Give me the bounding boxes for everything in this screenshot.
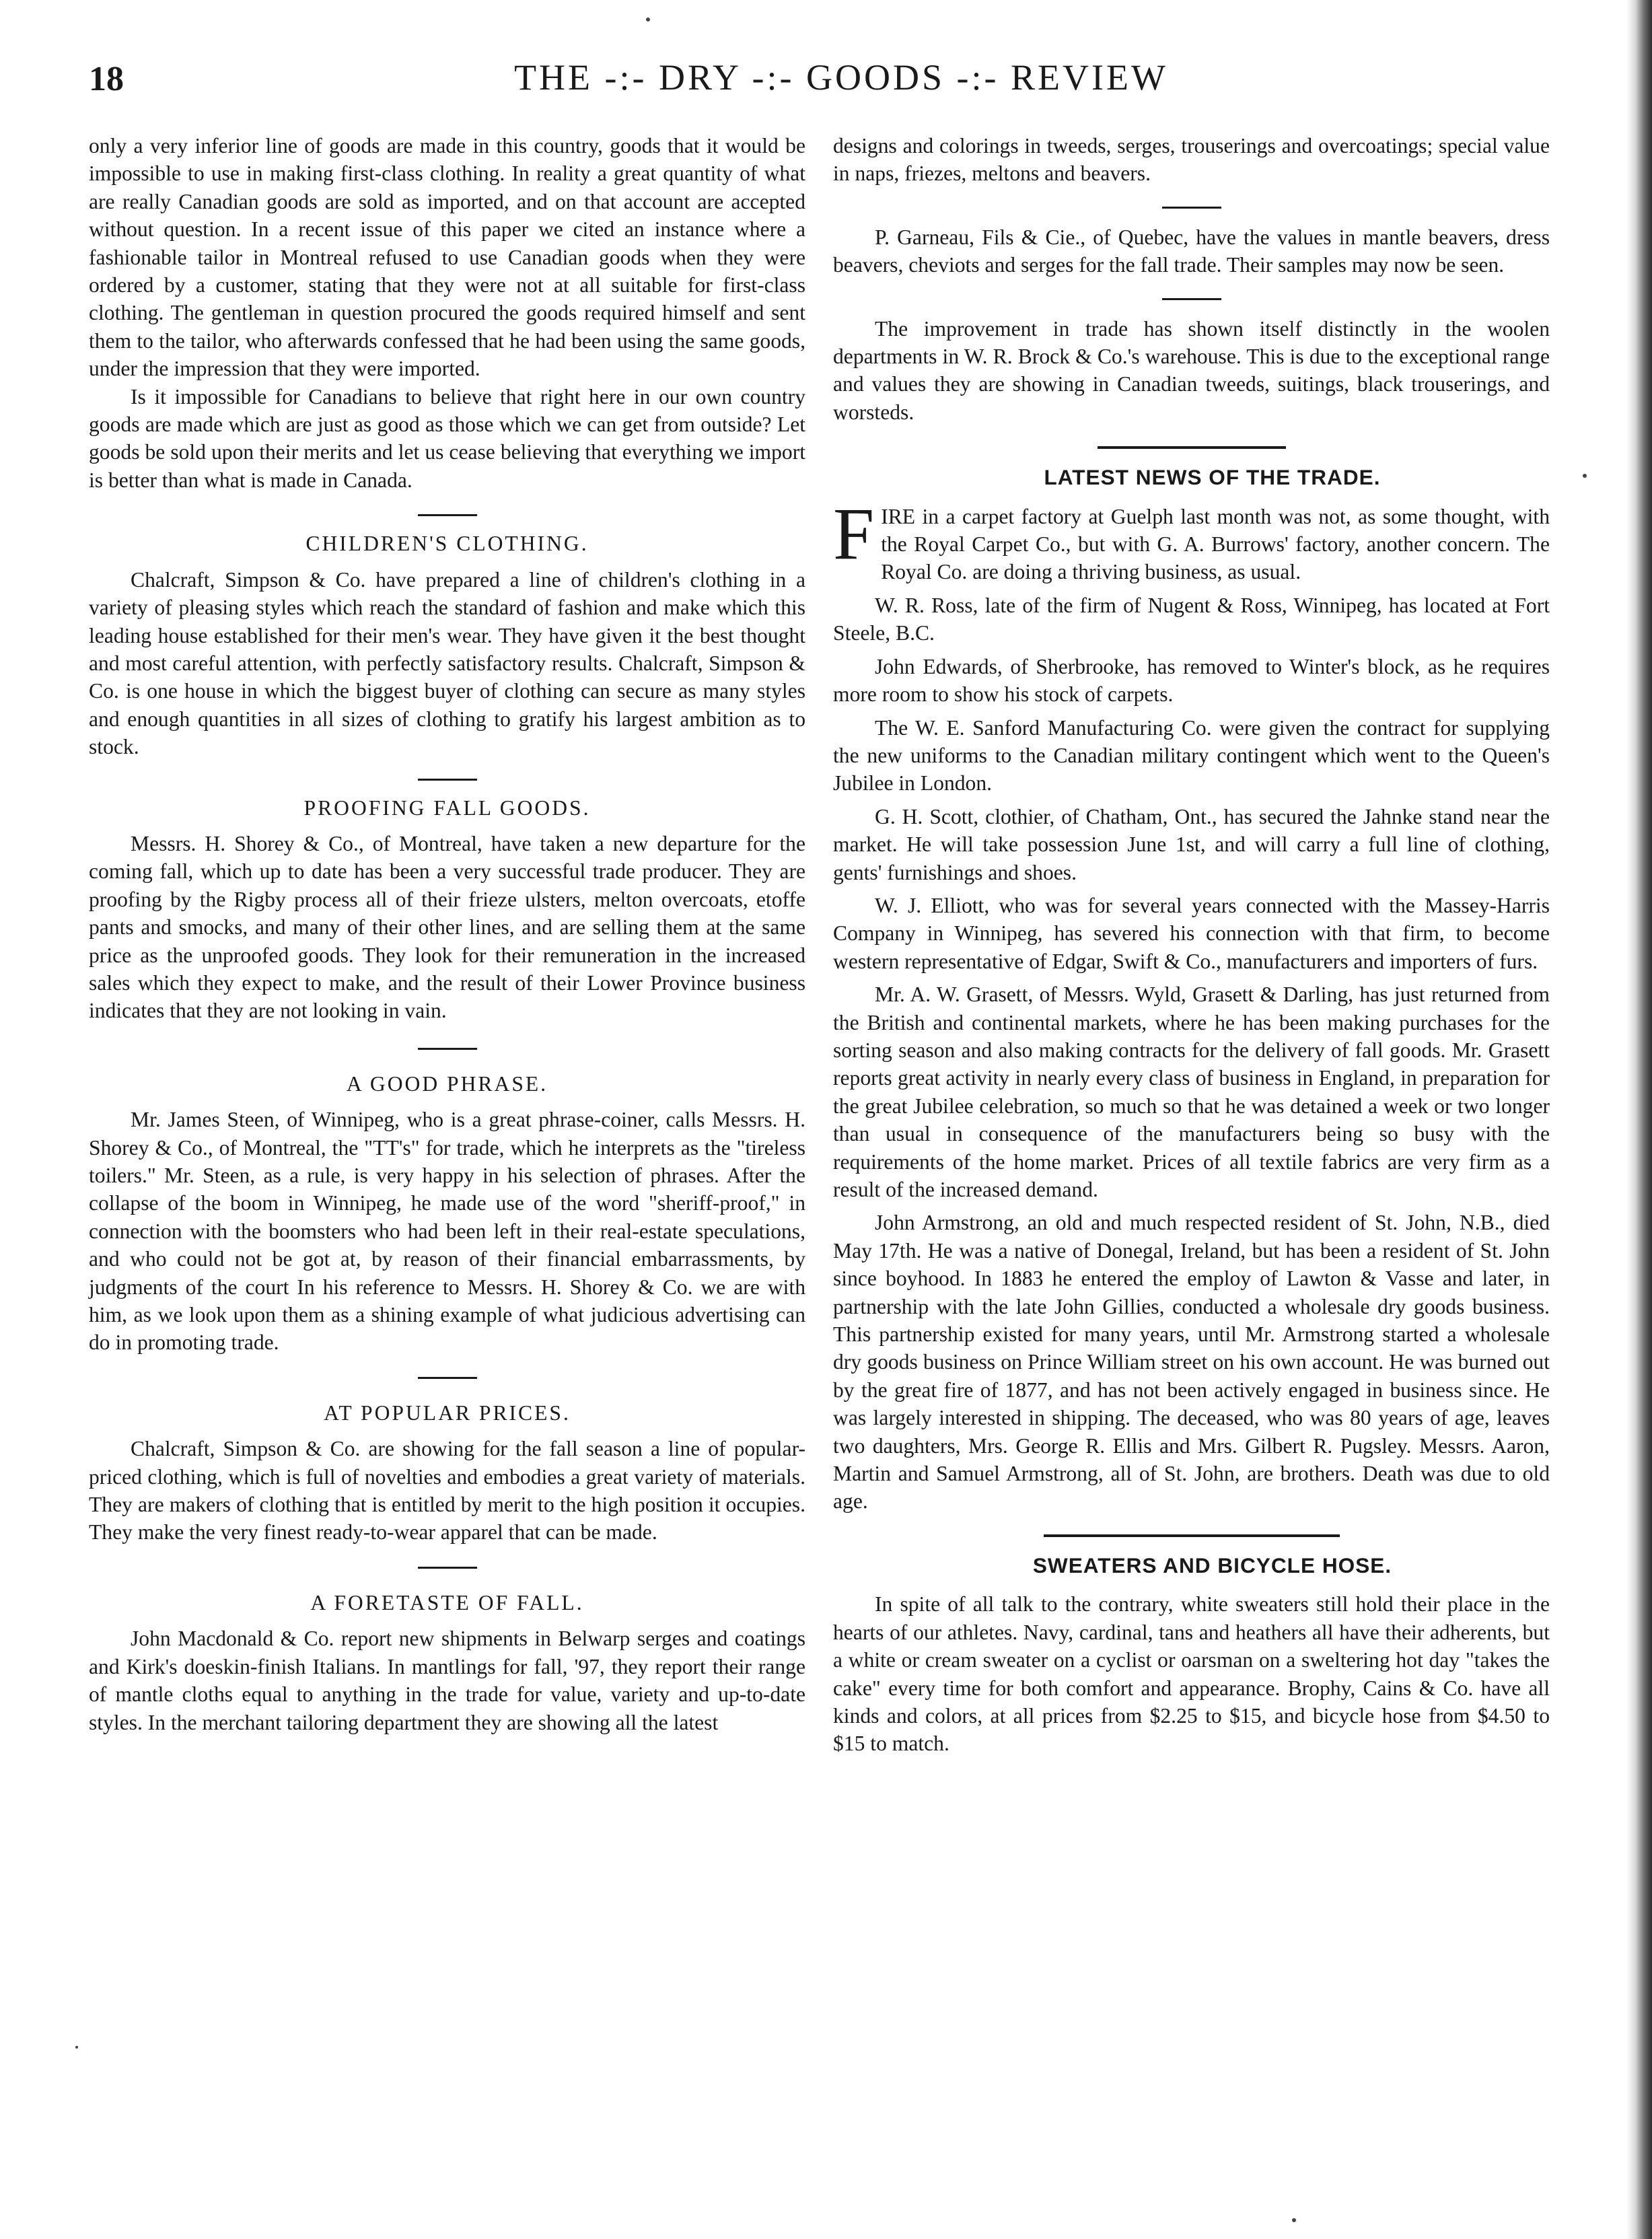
news-item: G. H. Scott, clothier, of Chatham, Ont., has secured the Jahnke stand near the market. He will take possession June 1st, and will carry a full line of clothing, gents' furnishings and shoes. [833,804,1550,884]
section-rule [1098,446,1286,449]
article-paragraph: P. Garneau, Fils & Cie., of Quebec, have the values in mantle beavers, dress beavers, cheviots and serges for the fall trade. Their samples may now be seen. [833,225,1550,277]
separator-rule [1162,207,1221,209]
subheading-a-good-phrase: A GOOD PHRASE. [346,1071,548,1096]
scan-speck [646,17,650,22]
scan-edge-shadow [1626,0,1652,2239]
section-heading-sweaters: SWEATERS AND BICYCLE HOSE. [1032,1553,1392,1577]
news-item: Mr. A. W. Grasett, of Messrs. Wyld, Grasett & Darling, has just returned from the British and continental markets, where he has been making purchases for the sorting season and also making contracts for the delivery of fall goods. Mr. Grasett reports great activity in nearly every class of business in England, in preparation for the great Jubilee celebration, so much so that he was detained a week or two longer than usual in consequence of the manufacturers being so busy with the requirements of the home market. Prices of all textile fabrics are very firm as a result of the increased demand. [833,983,1550,1201]
running-head: THE -:- DRY -:- GOODS -:- REVIEW [514,57,1168,98]
scan-speck [1583,474,1587,478]
subheading-a-foretaste-of-fall: A FORETASTE OF FALL. [310,1590,584,1614]
news-item: John Edwards, of Sherbrooke, has removed to Winter's block, as he requires more room to show his stock of carpets. [833,654,1550,707]
article-paragraph: In spite of all talk to the contrary, white sweaters still hold their place in the hearts of our athletes. Navy, cardinal, tans and heathers all have their adherents, but a white or cream sweater on a cyclist or oarsman on a sweltering hot day "takes the cake" every time for both comfort and appearance. Brophy, Cains & Co. have all kinds and colors, at all prices from $2.25 to $15, and bicycle hose from $4.50 to $15 to match. [833,1592,1550,1756]
news-item: W. J. Elliott, who was for several years connected with the Massey-Harris Company in Winnipeg, has severed his connection with that firm, to become western representative of Edgar, Swift & Co., manufacturers and importers of furs. [833,893,1550,973]
left-column [89,132,805,1736]
section-rule [1044,1534,1340,1537]
section-heading-latest-news: LATEST NEWS OF THE TRADE. [1044,465,1381,490]
scan-speck [75,2046,78,2049]
article-paragraph: John Macdonald & Co. report new shipments in Belwarp serges and coatings and Kirk's doeskin-finish Italians. In mantlings for fall, '97, they report their range of mantle cloths equal to anything in the trade for value, variety and up-to-date styles. In the merchant tailoring department they are showing all the latest [89,1627,805,1734]
subheading-at-popular-prices: AT POPULAR PRICES. [324,1400,571,1425]
article-paragraph: Is it impossible for Canadians to believe that right here in our own country goods are made which are just as good as those which we can get from outside? Let goods be sold upon their merits and let us cease believing that everything we import is better than what is made in Canada. [89,384,805,492]
news-lead-paragraph [833,492,1550,586]
separator-rule [418,1567,477,1569]
right-column [833,132,1550,1758]
separator-rule [418,514,477,516]
scan-speck [1292,2218,1296,2222]
separator-rule [418,779,477,781]
article-paragraph: Mr. James Steen, of Winnipeg, who is a great phrase-coiner, calls Messrs. H. Shorey & Co., of Montreal, the "TT's" for trade, which he interprets as the "tireless toilers." Mr. Steen, as a rule, is very happy in his selection of phrases. After the collapse of the boom in Winnipeg, he made use of the word "sheriff-proof," in connection with the boomsters who had been left in their real-estate speculations, and who could not be got at, by reason of their financial embarrassments, by judgments of the court In his reference to Messrs. H. Shorey & Co. we are with him, as we look upon them as a shining example of what judicious advertising can do in promoting trade. [89,1108,805,1355]
article-paragraph: designs and colorings in tweeds, serges, trouserings and overcoatings; special value in naps, friezes, meltons and beavers. [833,134,1550,186]
news-item: John Armstrong, an old and much respected resident of St. John, N.B., died May 17th. He was a native of Donegal, Ireland, but has been a resident of St. John since boyhood. In 1883 he entered the employ of Lawton & Vasse and later, in partnership with the late John Gillies, conducted a wholesale dry goods business. This partnership existed for many years, until Mr. Armstrong started a wholesale dry goods business on Prince William street on his own account. He was burned out by the great fire of 1877, and has not been actively engaged in business since. He was largely interested in shipping. The deceased, who was 80 years of age, leaves two daughters, Mrs. George R. Ellis and Mrs. Gilbert R. Pugsley. Messrs. Aaron, Martin and Samuel Armstrong, all of St. John, are brothers. Death was due to old age. [833,1211,1550,1514]
separator-rule [418,1377,477,1379]
drop-cap: F [833,492,875,575]
article-paragraph: Chalcraft, Simpson & Co. are showing for the fall season a line of popular-priced clothing, which is full of novelties and embodies a great variety of materials. They are makers of clothing that is entitled by merit to the high position it occupies. They make the very finest ready-to-wear apparel that can be made. [89,1437,805,1544]
article-paragraph: Chalcraft, Simpson & Co. have prepared a line of children's clothing in a variety of pleasing styles which reach the standard of fashion and make which this leading house established for their men's wear. They have given it the best thought and most careful attention, with perfectly satisfactory results. Chalcraft, Simpson & Co. is one house in which the biggest buyer of clothing can secure as many styles and enough quantities in all sizes of clothing to gratify his largest ambition as to stock. [89,567,805,759]
separator-rule [1162,298,1221,300]
news-item: W. R. Ross, late of the firm of Nugent & Ross, Winnipeg, has located at Fort Steele, B.C. [833,593,1550,645]
news-lead-text: IRE in a carpet factory at Guelph last month was not, as some thought, with the Royal Carpet Co., but with G. A. Burrows' factory, another concern. The Royal Co. are doing a thriving business, as usual. [881,504,1550,584]
page-number: 18 [89,60,124,98]
article-paragraph: The improvement in trade has shown itself distinctly in the woolen departments in W. R. Brock & Co.'s warehouse. This is due to the exceptional range and values they are showing in Canadian tweeds, suitings, black trouserings, and worsteds. [833,316,1550,424]
separator-rule [418,1048,477,1050]
subheading-proofing-fall-goods: PROOFING FALL GOODS. [303,795,591,820]
article-paragraph: Messrs. H. Shorey & Co., of Montreal, have taken a new departure for the coming fall, which up to date has been a very successful trade producer. They are proofing by the Rigby process all of their frieze ulsters, melton overcoats, etoffe pants and smocks, and many of their other lines, and are selling them at the same price as the unproofed goods. They look for their remuneration in the increased sales which they expect to make, and the result of their Lower Province business indicates that they are not looking in vain. [89,831,805,1023]
news-item: The W. E. Sanford Manufacturing Co. were given the contract for supplying the new uniforms to the Canadian military contingent which went to the Queen's Jubilee in London. [833,715,1550,795]
subheading-childrens-clothing: CHILDREN'S CLOTHING. [306,532,589,556]
article-paragraph: only a very inferior line of goods are made in this country, goods that it would be impossible to use in making first-class clothing. In reality a great quantity of what are really Canadian goods are sold as imported, and on that account are accepted without question. In a recent issue of this paper we cited an instance where a fashionable tailor in Montreal refused to use Canadian goods when they were ordered by a customer, stating that they were not at all suitable for first-class clothing. The gentleman in question procured the goods required himself and sent them to the tailor, who afterwards confessed that he had been using the same goods, under the impression that they were imported. [89,134,805,381]
